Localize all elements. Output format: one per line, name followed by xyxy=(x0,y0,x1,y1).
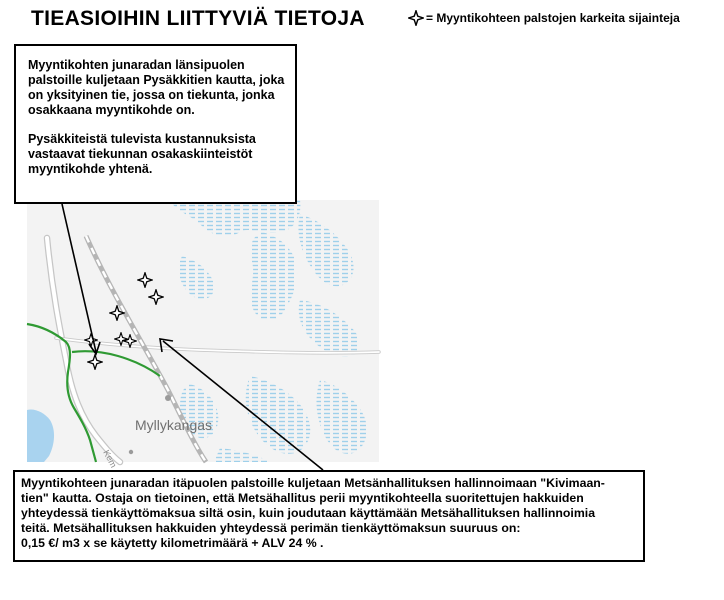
place-label: Myllykangas xyxy=(135,417,213,433)
station-dot xyxy=(165,395,171,401)
note-east-line: teitä. Metsähallituksen hakkuiden yhteydessä perimän tienkäyttömaksun suuruus on: xyxy=(21,521,521,535)
note-east-side xyxy=(13,470,645,562)
station-dot xyxy=(129,450,133,454)
note-east-line: yhteydessä tienkäyttömaksua siltä osin, kuin joudutaan käyttämään Metsähallituksen hallinnoimia xyxy=(21,506,596,520)
four-point-star-icon xyxy=(408,10,424,26)
note-east-line: 0,15 €/ m3 x se käytetty kilometrimäärä + ALV 24 % . xyxy=(21,536,324,550)
note-west-paragraph-1: Myyntikohten junaradan länsipuolen palstoille kuljetaan Pysäkkitien kautta, joka on yksityinen tie, jossa on tiekunta, jonka osakkaana myyntikohde on. xyxy=(28,58,285,117)
legend-text: = Myyntikohteen palstojen karkeita sijainteja xyxy=(426,11,680,25)
page-title: TIEASIOIHIN LIITTYVIÄ TIETOJA xyxy=(31,7,365,30)
note-east-line: tien" kautta. Ostaja on tietoinen, että Metsähallitus perii myyntikohteella suoritettujen hakkuiden xyxy=(21,491,584,505)
legend xyxy=(408,10,680,26)
note-west-paragraph-2: Pysäkkiteistä tulevista kustannuksista vastaavat tiekunnan osakaskiinteistöt myyntikohde yhtenä. xyxy=(28,132,256,176)
note-east-line: Myyntikohteen junaradan itäpuolen palstoille kuljetaan Metsänhallituksen hallinnoimaan "Kivimaan- xyxy=(21,476,605,490)
road-label: Kem xyxy=(101,448,119,470)
note-west-side xyxy=(14,44,297,204)
